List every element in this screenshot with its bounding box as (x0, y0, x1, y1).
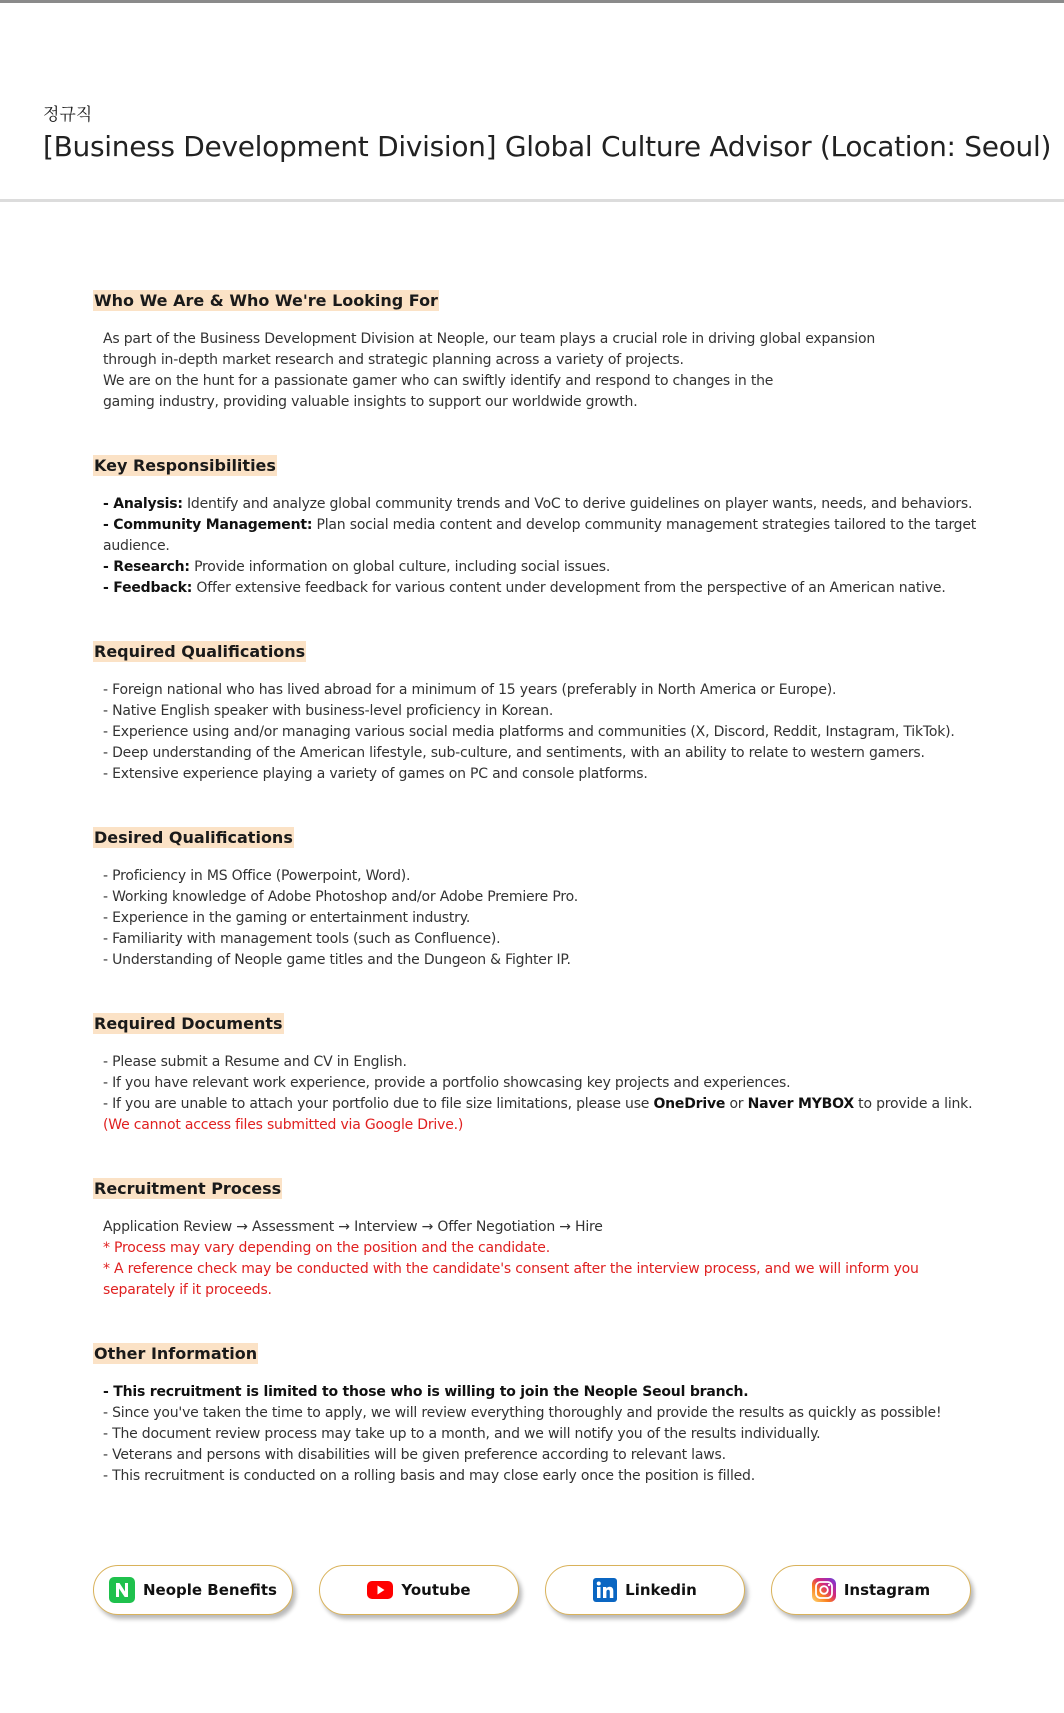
paragraph-line: We are on the hunt for a passionate gamer who can swiftly identify and respond to changes in the (103, 373, 774, 389)
item-text: Provide information on global culture, including social issues. (189, 559, 611, 575)
item-text: or (725, 1096, 748, 1112)
section-other-information (93, 1343, 993, 1487)
list-item: - Foreign national who has lived abroad for a minimum of 15 years (preferably in North America or Europe). (103, 682, 837, 698)
button-label: Neople Benefits (143, 1581, 277, 1599)
google-drive-notice: (We cannot access files submitted via Google Drive.) (103, 1117, 464, 1133)
list-item: - Understanding of Neople game titles and the Dungeon & Fighter IP. (103, 952, 571, 968)
button-label: Linkedin (625, 1581, 697, 1599)
list-item: - Working knowledge of Adobe Photoshop and/or Adobe Premiere Pro. (103, 889, 578, 905)
instagram-button[interactable] (771, 1565, 971, 1615)
page-title: [Business Development Division] Global Culture Advisor (Location: Seoul) (43, 130, 1052, 163)
section-required-qualifications (93, 641, 993, 785)
branch-notice: - This recruitment is limited to those who is willing to join the Neople Seoul branch. (103, 1384, 749, 1400)
item-label: - Analysis: (103, 496, 183, 512)
section-body (103, 680, 993, 785)
list-item: - Proficiency in MS Office (Powerpoint, Word). (103, 868, 411, 884)
section-body (103, 1382, 993, 1487)
item-text: to provide a link. (853, 1096, 973, 1112)
item-text: Identify and analyze global community trends and VoC to derive guidelines on player wants, needs, and behaviors. (182, 496, 973, 512)
list-item (103, 494, 993, 515)
linkedin-button[interactable] (545, 1565, 745, 1615)
naver-mybox-text: Naver MYBOX (747, 1096, 854, 1112)
section-body (103, 494, 993, 599)
paragraph-line: As part of the Business Development Division at Neople, our team plays a crucial role in driving global expansion (103, 331, 876, 347)
list-item (103, 1094, 993, 1115)
list-item: - Deep understanding of the American lifestyle, sub-culture, and sentiments, with an ability to relate to western gamers. (103, 745, 925, 761)
page-header (0, 3, 1064, 202)
list-item: - The document review process may take up to a month, and we will notify you of the results individually. (103, 1426, 821, 1442)
list-item: - Veterans and persons with disabilities will be given preference according to relevant laws. (103, 1447, 726, 1463)
section-title: Required Qualifications (94, 642, 306, 661)
list-item: - If you have relevant work experience, provide a portfolio showcasing key projects and experiences. (103, 1075, 791, 1091)
button-label: Youtube (401, 1581, 471, 1599)
paragraph-line: through in-depth market research and strategic planning across a variety of projects. (103, 352, 684, 368)
section-body (103, 1217, 993, 1301)
list-item: - Experience using and/or managing various social media platforms and communities (X, Discord, Reddit, Instagram, TikTok). (103, 724, 955, 740)
section-desired-qualifications (93, 827, 993, 971)
list-item (103, 557, 993, 578)
section-body (103, 866, 993, 971)
section-recruitment-process (93, 1178, 993, 1301)
section-title: Key Responsibilities (94, 456, 276, 475)
item-label: - Community Management: (103, 517, 313, 533)
item-text: Plan social media content and develop community management strategies tailored to the target audience. (103, 517, 977, 554)
social-links (93, 1565, 973, 1619)
job-type-label: 정규직 (43, 105, 93, 125)
paragraph-line: gaming industry, providing valuable insights to support our worldwide growth. (103, 394, 638, 410)
section-body (103, 1052, 993, 1136)
section-title: Other Information (94, 1344, 258, 1363)
button-label: Instagram (843, 1581, 931, 1599)
section-title: Recruitment Process (94, 1179, 282, 1198)
section-body (103, 329, 993, 413)
list-item: - Since you've taken the time to apply, we will review everything thoroughly and provide the results as quickly as possible! (103, 1405, 942, 1421)
process-note: * Process may vary depending on the position and the candidate. (103, 1240, 550, 1256)
list-item: - Experience in the gaming or entertainment industry. (103, 910, 471, 926)
youtube-icon (367, 1580, 393, 1600)
job-description (93, 290, 993, 1529)
process-steps: Application Review → Assessment → Interview → Offer Negotiation → Hire (103, 1219, 603, 1235)
list-item: - Native English speaker with business-level proficiency in Korean. (103, 703, 554, 719)
youtube-button[interactable] (319, 1565, 519, 1615)
item-label: - Feedback: (103, 580, 193, 596)
instagram-icon (812, 1578, 836, 1602)
list-item: - This recruitment is conducted on a rolling basis and may close early once the position is filled. (103, 1468, 755, 1484)
item-text: Offer extensive feedback for various content under development from the perspective of an American native. (192, 580, 946, 596)
section-title: Desired Qualifications (94, 828, 293, 847)
list-item (103, 515, 993, 557)
item-label: - Research: (103, 559, 190, 575)
section-who-we-are (93, 290, 993, 413)
onedrive-text: OneDrive (653, 1096, 726, 1112)
list-item: - Please submit a Resume and CV in English. (103, 1054, 407, 1070)
item-text: - If you are unable to attach your portfolio due to file size limitations, please use (103, 1096, 654, 1112)
list-item: - Familiarity with management tools (such as Confluence). (103, 931, 501, 947)
section-title: Required Documents (94, 1014, 283, 1033)
list-item: - Extensive experience playing a variety of games on PC and console platforms. (103, 766, 648, 782)
neople-n-icon (109, 1577, 135, 1603)
neople-benefits-button[interactable] (93, 1565, 293, 1615)
reference-check-note: * A reference check may be conducted with the candidate's consent after the interview process, and we will inform you separately if it proceeds. (103, 1261, 919, 1298)
linkedin-icon (593, 1578, 617, 1602)
section-required-documents (93, 1013, 993, 1136)
section-title: Who We Are & Who We're Looking For (94, 291, 438, 310)
list-item (103, 578, 993, 599)
section-key-responsibilities (93, 455, 993, 599)
